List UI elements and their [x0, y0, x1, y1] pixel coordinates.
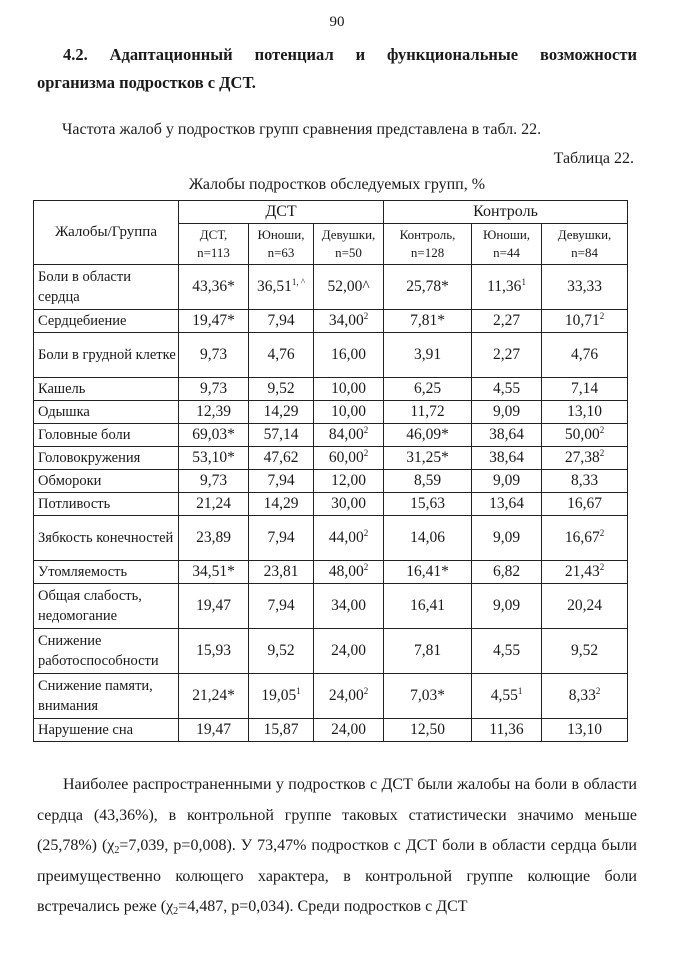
table-cell — [542, 719, 628, 742]
cell-value: 34,51* — [192, 563, 235, 580]
table-cell — [179, 401, 249, 424]
table-cell — [472, 493, 542, 516]
row-label: Боли в области сердца — [34, 265, 179, 310]
table-cell — [384, 401, 472, 424]
table-row — [34, 561, 628, 584]
cell-value: 38,64 — [489, 426, 524, 443]
table-cell — [472, 516, 542, 561]
cell-value: 13,64 — [489, 495, 524, 512]
column-header-name: Юноши, — [257, 227, 305, 242]
cell-value: 44,00 — [328, 529, 364, 546]
cell-value: 27,38 — [564, 449, 600, 466]
cell-value: 9,52 — [267, 642, 295, 659]
cell-value: 8,59 — [413, 472, 442, 489]
cell-value: 19,47 — [196, 597, 231, 614]
cell-value: 9,52 — [570, 642, 599, 659]
cell-superscript: 2 — [363, 562, 369, 572]
table-cell — [179, 719, 249, 742]
cell-value: 11,36 — [489, 721, 524, 738]
cell-value: 14,29 — [263, 403, 299, 420]
cell-value: 9,52 — [267, 380, 295, 397]
group-header-dst: ДСТ — [179, 201, 384, 224]
table-cell — [472, 674, 542, 719]
row-label: Зябкость конечностей — [34, 516, 179, 561]
cell-superscript: 2 — [363, 311, 369, 321]
table-cell — [249, 265, 314, 310]
cell-value: 16,00 — [331, 346, 366, 363]
cell-value: 11,72 — [410, 403, 445, 420]
cell-value: 52,00^ — [327, 278, 370, 295]
cell-value: 12,00 — [331, 472, 366, 489]
column-header-name: Контроль, — [399, 227, 456, 242]
cell-value: 15,63 — [410, 495, 445, 512]
section-heading-line1 — [37, 41, 637, 69]
table-cell — [472, 310, 542, 333]
row-label: Нарушение сна — [34, 719, 179, 742]
table-cell — [314, 674, 384, 719]
table-cell — [472, 470, 542, 493]
table-row — [34, 265, 628, 310]
table-cell — [384, 674, 472, 719]
table-cell — [314, 310, 384, 333]
row-label: Головокружения — [34, 447, 179, 470]
cell-superscript: 2 — [363, 425, 369, 435]
column-header-n: n=63 — [267, 245, 295, 260]
table-cell — [542, 447, 628, 470]
cell-value: 25,78* — [406, 278, 449, 295]
cell-value: 33,33 — [567, 278, 602, 295]
cell-value: 7,81 — [413, 642, 442, 659]
table-cell — [384, 447, 472, 470]
cell-value: 9,73 — [199, 346, 228, 363]
cell-value: 30,00 — [331, 495, 366, 512]
row-label: Кашель — [34, 378, 179, 401]
cell-superscript: 2 — [363, 528, 369, 538]
cell-value: 9,09 — [492, 597, 521, 614]
section-number: 4.2. — [63, 45, 88, 64]
cell-superscript: 1, ^ — [291, 277, 306, 287]
row-label: Обмороки — [34, 470, 179, 493]
cell-superscript: 1 — [521, 277, 526, 287]
cell-value: 46,09* — [406, 426, 449, 443]
cell-value: 15,93 — [196, 642, 231, 659]
cell-superscript: 2 — [599, 311, 605, 321]
table-cell — [542, 333, 628, 378]
table-cell — [314, 378, 384, 401]
table-row — [34, 629, 628, 674]
table-cell — [384, 310, 472, 333]
table-row — [34, 424, 628, 447]
cell-value: 7,94 — [267, 312, 295, 329]
table-cell — [249, 516, 314, 561]
cell-value: 10,00 — [331, 380, 366, 397]
cell-superscript: 1 — [296, 686, 301, 696]
table-cell — [314, 424, 384, 447]
heading-word: возможности — [540, 45, 637, 64]
column-header-n: n=44 — [493, 245, 520, 260]
row-label: Снижение памяти, внимания — [34, 674, 179, 719]
section-heading — [37, 41, 637, 97]
cell-superscript: 2 — [599, 528, 605, 538]
table-cell — [542, 584, 628, 629]
table-cell — [314, 265, 384, 310]
table-row — [34, 470, 628, 493]
table-cell — [249, 629, 314, 674]
cell-value: 6,82 — [492, 563, 521, 580]
table-cell — [249, 584, 314, 629]
heading-word: функциональные — [387, 45, 519, 64]
table-row — [34, 310, 628, 333]
cell-value: 43,36* — [192, 278, 235, 295]
cell-superscript: 2 — [599, 448, 605, 458]
table-cell — [542, 424, 628, 447]
table-cell — [542, 561, 628, 584]
table-cell — [542, 516, 628, 561]
cell-value: 9,09 — [492, 529, 521, 546]
table-cell — [472, 447, 542, 470]
cell-value: 57,14 — [263, 426, 299, 443]
table-cell — [179, 265, 249, 310]
row-label: Утомляемость — [34, 561, 179, 584]
cell-value: 36,51 — [256, 278, 292, 295]
cell-value: 50,00 — [564, 426, 600, 443]
table-cell — [249, 447, 314, 470]
table-row — [34, 516, 628, 561]
table-cell — [249, 310, 314, 333]
table-cell — [542, 629, 628, 674]
cell-value: 14,06 — [410, 529, 445, 546]
table-row — [34, 584, 628, 629]
group-header-control: Контроль — [384, 201, 628, 224]
row-label: Снижение работоспособности — [34, 629, 179, 674]
cell-value: 48,00 — [328, 563, 364, 580]
table-row — [34, 719, 628, 742]
column-header-name: Девушки, — [321, 227, 376, 242]
body-paragraph — [37, 770, 637, 923]
row-label: Сердцебиение — [34, 310, 179, 333]
table-caption: Жалобы подростков обследуемых групп, % — [188, 176, 486, 193]
column-header-name: Девушки, — [557, 227, 612, 242]
table-cell — [314, 584, 384, 629]
table-cell — [472, 333, 542, 378]
row-label: Общая слабость, недомогание — [34, 584, 179, 629]
cell-value: 6,25 — [413, 380, 442, 397]
cell-value: 8,33 — [568, 687, 596, 704]
table-cell — [179, 561, 249, 584]
table-cell — [472, 401, 542, 424]
column-header — [542, 224, 628, 265]
table-cell — [314, 447, 384, 470]
column-header — [314, 224, 384, 265]
column-header-n: n=113 — [197, 245, 230, 260]
column-header-n: n=128 — [410, 245, 445, 260]
table-cell — [472, 378, 542, 401]
table-row — [34, 674, 628, 719]
cell-value: 21,24* — [192, 687, 235, 704]
cell-value: 7,81* — [410, 312, 445, 329]
cell-value: 7,14 — [570, 380, 599, 397]
table-cell — [472, 265, 542, 310]
column-header — [249, 224, 314, 265]
table-cell — [542, 310, 628, 333]
cell-value: 16,67 — [567, 495, 602, 512]
cell-value: 21,43 — [564, 563, 600, 580]
cell-value: 38,64 — [489, 449, 524, 466]
column-header — [179, 224, 249, 265]
table-cell — [249, 470, 314, 493]
cell-value: 7,94 — [267, 597, 295, 614]
table-cell — [314, 470, 384, 493]
cell-superscript: 1 — [517, 686, 523, 696]
section-heading-line2: организма подростков с ДСТ. — [37, 73, 256, 92]
table-cell — [384, 424, 472, 447]
table-cell — [314, 719, 384, 742]
cell-value: 19,47* — [192, 312, 235, 329]
cell-value: 19,47 — [196, 721, 231, 738]
row-label: Потливость — [34, 493, 179, 516]
table-cell — [384, 719, 472, 742]
table-cell — [249, 333, 314, 378]
cell-value: 10,00 — [331, 403, 366, 420]
cell-value: 4,76 — [267, 346, 295, 363]
table-cell — [542, 470, 628, 493]
chi-subscript: 2 — [173, 906, 179, 917]
row-label: Головные боли — [34, 424, 179, 447]
table-row — [34, 401, 628, 424]
column-header-name: Юноши, — [483, 227, 531, 242]
column-header-n: n=84 — [571, 245, 598, 260]
table-number: Таблица 22. — [553, 150, 634, 167]
table-cell — [179, 470, 249, 493]
cell-value: 9,73 — [199, 380, 228, 397]
table-cell — [472, 584, 542, 629]
cell-value: 20,24 — [567, 597, 602, 614]
table-cell — [249, 493, 314, 516]
cell-value: 84,00 — [328, 426, 364, 443]
complaints-table — [33, 200, 628, 742]
body-text: =4,487, р=0,034). Среди подростков с ДСТ — [178, 898, 468, 915]
cell-value: 21,24 — [196, 495, 231, 512]
cell-value: 7,94 — [267, 472, 295, 489]
cell-value: 47,62 — [263, 449, 299, 466]
table-cell — [542, 401, 628, 424]
cell-value: 13,10 — [567, 403, 602, 420]
table-cell — [542, 674, 628, 719]
cell-value: 69,03* — [192, 426, 235, 443]
cell-value: 4,55 — [490, 687, 518, 704]
cell-value: 31,25* — [406, 449, 449, 466]
cell-superscript: 2 — [363, 448, 369, 458]
column-header — [472, 224, 542, 265]
cell-value: 7,94 — [267, 529, 295, 546]
cell-value: 16,41 — [410, 597, 445, 614]
column-header-name: ДСТ, — [199, 227, 228, 242]
table-cell — [314, 629, 384, 674]
table-cell — [472, 561, 542, 584]
body-text: =7,039, р=0,008). У 73,47% подростков с ДСТ боли в области сердца были преимущественно колющего характера, в контрольной группе колющие боли встречались реже (χ — [37, 837, 637, 915]
table-cell — [542, 265, 628, 310]
cell-value: 11,36 — [487, 278, 522, 295]
table-cell — [472, 719, 542, 742]
table-cell — [472, 424, 542, 447]
row-label: Боли в грудной клетке — [34, 333, 179, 378]
cell-superscript: 2 — [595, 686, 601, 696]
table-cell — [179, 310, 249, 333]
column-header — [384, 224, 472, 265]
table-cell — [314, 561, 384, 584]
cell-value: 4,76 — [570, 346, 599, 363]
cell-value: 4,55 — [492, 642, 521, 659]
cell-superscript: 2 — [599, 425, 605, 435]
table-cell — [542, 378, 628, 401]
cell-value: 16,67 — [564, 529, 600, 546]
cell-value: 60,00 — [328, 449, 364, 466]
heading-word: и — [355, 45, 366, 64]
table-cell — [179, 629, 249, 674]
table-cell — [472, 629, 542, 674]
cell-value: 24,00 — [328, 687, 364, 704]
cell-value: 24,00 — [331, 721, 366, 738]
table-row — [34, 447, 628, 470]
cell-value: 12,50 — [410, 721, 445, 738]
cell-value: 23,81 — [263, 563, 299, 580]
table-cell — [384, 333, 472, 378]
cell-value: 4,55 — [492, 380, 521, 397]
table-cell — [179, 333, 249, 378]
table-cell — [179, 516, 249, 561]
cell-value: 9,73 — [199, 472, 228, 489]
cell-value: 3,91 — [413, 346, 442, 363]
table-row — [34, 378, 628, 401]
table-cell — [179, 674, 249, 719]
chi-subscript: 2 — [114, 845, 120, 856]
cell-value: 24,00 — [331, 642, 366, 659]
table-cell — [179, 584, 249, 629]
table-cell — [384, 561, 472, 584]
table-cell — [249, 378, 314, 401]
row-header-cell: Жалобы/Группа — [34, 201, 179, 265]
cell-value: 2,27 — [492, 312, 521, 329]
cell-value: 19,05 — [261, 687, 297, 704]
column-header-n: n=50 — [335, 245, 362, 260]
cell-value: 34,00 — [328, 312, 364, 329]
table-cell — [249, 401, 314, 424]
table-cell — [384, 470, 472, 493]
cell-superscript: 2 — [599, 562, 605, 572]
body-text: Наиболее распространенными у подростков с ДСТ были жалобы на боли в области сердца (43,36%), в контрольной группе таковых статистически значимо меньше (25,78%) (χ — [37, 776, 637, 854]
heading-word: Адаптационный — [109, 45, 233, 64]
cell-value: 9,09 — [492, 403, 521, 420]
table-cell — [249, 719, 314, 742]
cell-value: 12,39 — [196, 403, 231, 420]
table-row — [34, 333, 628, 378]
cell-superscript: 2 — [363, 686, 369, 696]
table-cell — [179, 447, 249, 470]
cell-value: 2,27 — [492, 346, 521, 363]
cell-value: 8,33 — [570, 472, 599, 489]
table-cell — [314, 401, 384, 424]
table-cell — [179, 424, 249, 447]
cell-value: 15,87 — [263, 721, 299, 738]
cell-value: 7,03* — [410, 687, 445, 704]
cell-value: 14,29 — [263, 495, 299, 512]
cell-value: 13,10 — [567, 721, 602, 738]
table-cell — [179, 493, 249, 516]
table-cell — [249, 424, 314, 447]
table-cell — [249, 674, 314, 719]
intro-paragraph: Частота жалоб у подростков групп сравнения представлена в табл. 22. — [62, 121, 542, 138]
cell-value: 53,10* — [192, 449, 235, 466]
table-cell — [384, 378, 472, 401]
page-number: 90 — [329, 14, 345, 30]
table-cell — [542, 493, 628, 516]
cell-value: 16,41* — [406, 563, 449, 580]
table-row — [34, 493, 628, 516]
cell-value: 9,09 — [492, 472, 521, 489]
table-cell — [314, 333, 384, 378]
table-cell — [384, 629, 472, 674]
row-label: Одышка — [34, 401, 179, 424]
cell-value: 23,89 — [196, 529, 231, 546]
table-cell — [314, 516, 384, 561]
table-cell — [384, 584, 472, 629]
heading-word: потенциал — [254, 45, 334, 64]
table-cell — [384, 516, 472, 561]
table-cell — [384, 493, 472, 516]
table-cell — [314, 493, 384, 516]
table-cell — [249, 561, 314, 584]
table-cell — [179, 378, 249, 401]
cell-value: 10,71 — [564, 312, 600, 329]
table-cell — [384, 265, 472, 310]
cell-value: 34,00 — [331, 597, 366, 614]
